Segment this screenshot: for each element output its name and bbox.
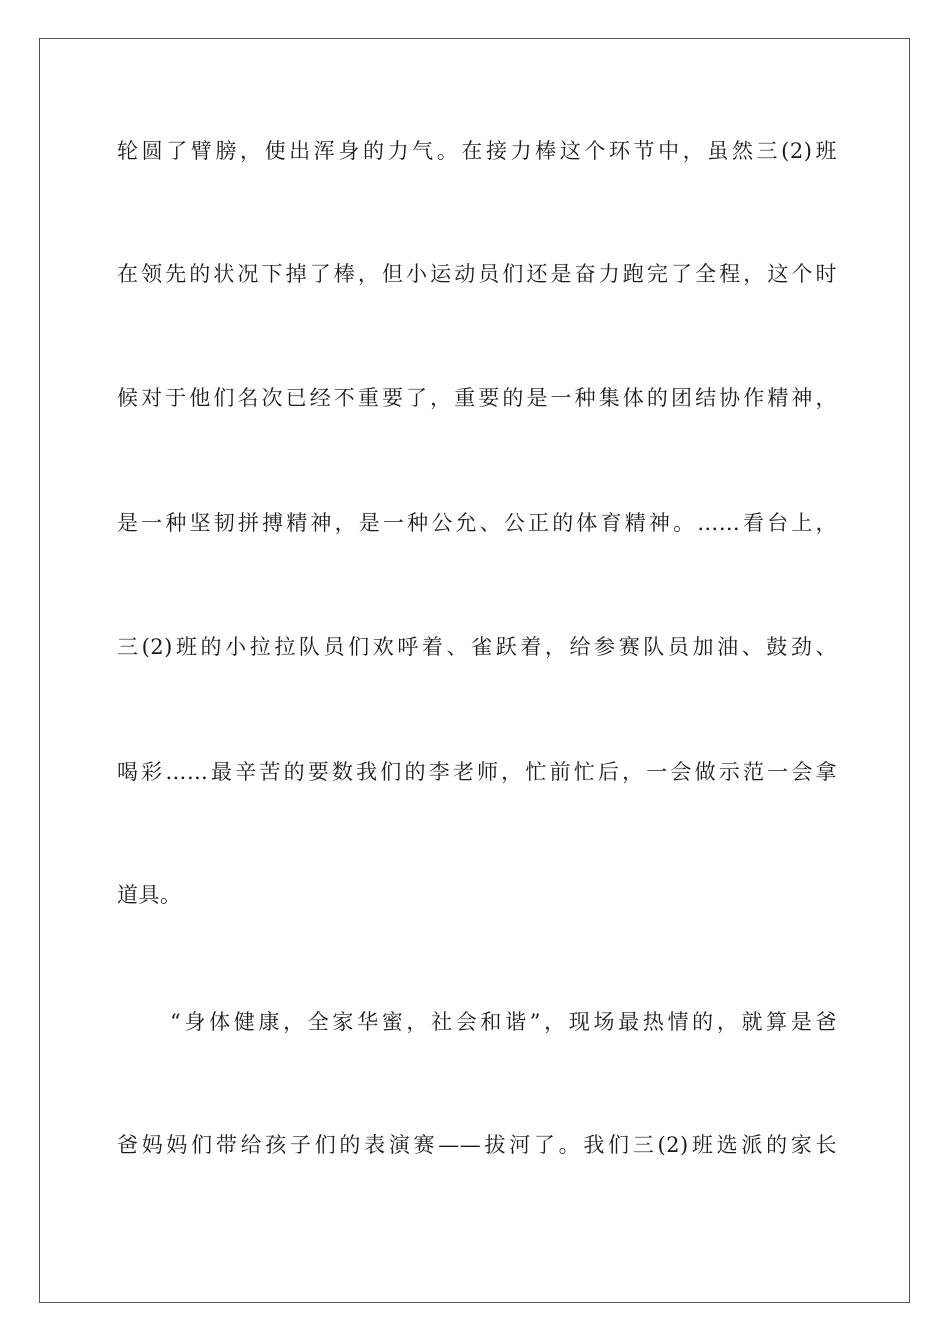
paragraph-line: 喝彩……最辛苦的要数我们的李老师，忙前忙后，一会做示范一会拿 — [117, 760, 837, 784]
paragraph-line: 候对于他们名次已经不重要了，重要的是一种集体的团结协作精神， — [117, 386, 837, 410]
paragraph-line: 在领先的状况下掉了棒，但小运动员们还是奋力跑完了全程，这个时 — [117, 262, 837, 286]
page-border — [39, 38, 910, 1303]
paragraph-line: “身体健康，全家华蜜，社会和谐”，现场最热情的，就算是爸 — [170, 1010, 837, 1034]
paragraph-line: 道具。 — [117, 883, 182, 907]
paragraph-line: 是一种坚韧拼搏精神，是一种公允、公正的体育精神。……看台上， — [117, 511, 837, 535]
paragraph-line: 爸妈妈们带给孩子们的表演赛——拔河了。我们三(2)班选派的家长 — [117, 1133, 837, 1157]
paragraph-line: 三(2)班的小拉拉队员们欢呼着、雀跃着，给参赛队员加油、鼓劲、 — [117, 635, 837, 659]
paragraph-line: 轮圆了臂膀，使出浑身的力气。在接力棒这个环节中，虽然三(2)班 — [117, 139, 837, 163]
